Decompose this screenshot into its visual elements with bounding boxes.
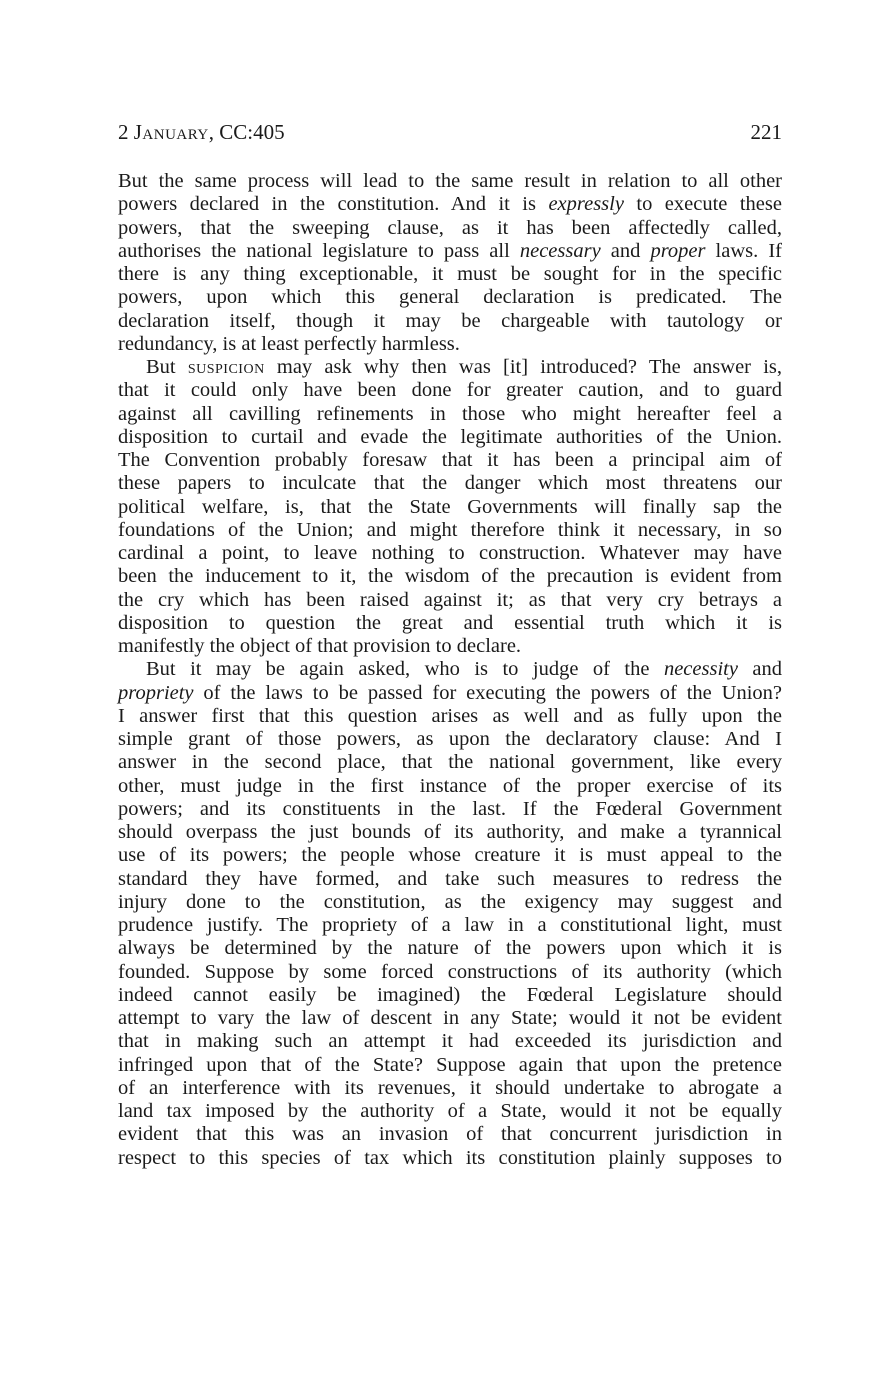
line-text: prudence justify. The propriety of a law in a constitutional light, must bbox=[118, 914, 782, 936]
running-head-month: January bbox=[133, 120, 209, 144]
line-text: that it could only have been done for greater caution, and to guard bbox=[118, 379, 782, 402]
text-line bbox=[118, 565, 782, 588]
text-line bbox=[118, 984, 782, 1007]
page-header bbox=[118, 117, 782, 147]
text-line bbox=[118, 937, 782, 960]
text-line bbox=[118, 1007, 782, 1030]
line-text: that in making such an attempt it had exceeded its jurisdiction and bbox=[118, 1030, 782, 1053]
text-line bbox=[118, 844, 782, 867]
line-text: redundancy, is at least perfectly harmless. bbox=[118, 332, 460, 355]
line-text: of the laws to be passed for executing the powers of the Union? bbox=[193, 681, 782, 704]
line-text: to execute these bbox=[623, 193, 782, 216]
line-text: powers declared in the constitution. And it is bbox=[118, 193, 549, 216]
text-line bbox=[118, 170, 782, 193]
line-text: answer in the second place, that the national government, like every bbox=[118, 751, 782, 774]
line-text: disposition to question the great and essential truth which it is bbox=[118, 611, 782, 634]
line-text: I answer first that this question arises as well and as fully upon the bbox=[118, 704, 782, 727]
line-text: infringed upon that of the State? Suppose again that upon the pretence bbox=[118, 1053, 782, 1076]
text-line bbox=[118, 496, 782, 519]
line-text: always be determined by the nature of the powers upon which it is bbox=[118, 937, 782, 960]
text-line bbox=[118, 426, 782, 449]
line-text: there is any thing exceptionable, it must be sought for in the specific bbox=[118, 263, 782, 285]
italic-text: proper bbox=[650, 239, 706, 262]
text-line bbox=[118, 891, 782, 914]
text-line bbox=[118, 635, 782, 658]
line-text: may ask why then was [it] introduced? The answer is, bbox=[264, 356, 782, 378]
text-line bbox=[118, 519, 782, 542]
text-line bbox=[118, 589, 782, 612]
running-head bbox=[118, 117, 285, 147]
italic-text: expressly bbox=[548, 193, 624, 216]
text-line bbox=[118, 240, 782, 263]
line-text: manifestly the object of that provision to declare. bbox=[118, 635, 522, 657]
line-text: cardinal a point, to leave nothing to construction. Whatever may have bbox=[118, 542, 782, 564]
page-number: 221 bbox=[750, 120, 782, 144]
text-line bbox=[118, 263, 782, 286]
italic-text: necessity bbox=[663, 658, 738, 681]
text-line bbox=[118, 775, 782, 798]
running-head-day: 2 bbox=[118, 120, 134, 144]
line-text: laws. If bbox=[705, 239, 782, 262]
line-text: land tax imposed by the authority of a State, would it not be equally bbox=[118, 1100, 782, 1122]
small-caps-text: suspicion bbox=[187, 356, 265, 378]
text-line bbox=[118, 914, 782, 937]
line-text: respect to this species of tax which its constitution plainly supposes to bbox=[118, 1146, 782, 1169]
line-text: and bbox=[600, 239, 651, 262]
text-line bbox=[118, 286, 782, 309]
line-text: The Convention probably foresaw that it has been a principal aim of bbox=[118, 449, 782, 471]
text-line bbox=[118, 1054, 782, 1077]
text-line bbox=[118, 728, 782, 751]
text-line bbox=[118, 1123, 782, 1146]
line-text: against all cavilling refinements in those who might hereafter feel a bbox=[118, 402, 782, 425]
text-line bbox=[118, 310, 782, 333]
line-text: But it may be again asked, who is to judge of the bbox=[146, 658, 664, 681]
text-line bbox=[118, 472, 782, 495]
text-line bbox=[118, 961, 782, 984]
line-text: standard they have formed, and take such measures to redress the bbox=[118, 867, 782, 890]
line-text: injury done to the constitution, as the exigency may suggest and bbox=[118, 890, 782, 913]
text-line bbox=[118, 217, 782, 240]
line-text: declaration itself, though it may be chargeable with tautology or bbox=[118, 309, 782, 332]
italic-text: necessary bbox=[519, 239, 601, 262]
text-line bbox=[118, 379, 782, 402]
line-text: political welfare, is, that the State Governments will finally sap the bbox=[118, 495, 782, 518]
line-text: should overpass the just bounds of its authority, and make a tyrannical bbox=[118, 821, 782, 843]
text-line bbox=[118, 333, 782, 356]
line-text: foundations of the Union; and might therefore think it necessary, in so bbox=[118, 518, 782, 541]
text-line bbox=[118, 1100, 782, 1123]
text-line bbox=[118, 612, 782, 635]
line-text: the cry which has been raised against it; as that very cry betrays a bbox=[118, 588, 782, 611]
line-text: these papers to inculcate that the danger which most threatens our bbox=[118, 472, 782, 495]
text-line bbox=[118, 821, 782, 844]
line-text: simple grant of those powers, as upon the declaratory clause: And I bbox=[118, 728, 782, 750]
body-text bbox=[118, 170, 782, 1170]
text-line bbox=[118, 1030, 782, 1053]
running-head-rest: , CC:405 bbox=[208, 120, 285, 144]
line-text: But the same process will lead to the same result in relation to all other bbox=[118, 170, 782, 192]
line-text: and bbox=[737, 658, 782, 681]
line-text: disposition to curtail and evade the legitimate authorities of the Union. bbox=[118, 425, 782, 448]
text-line bbox=[118, 1147, 782, 1170]
text-line bbox=[118, 658, 782, 681]
line-text: powers; and its constituents in the last. If the Fœderal Government bbox=[118, 797, 782, 820]
line-text: founded. Suppose by some forced constructions of its authority (which bbox=[118, 960, 782, 983]
text-line bbox=[118, 751, 782, 774]
line-text: attempt to vary the law of descent in any State; would it not be evident bbox=[118, 1007, 782, 1029]
line-text: authorises the national legislature to pass all bbox=[118, 239, 520, 262]
text-line bbox=[118, 356, 782, 379]
text-line bbox=[118, 1077, 782, 1100]
line-text: evident that this was an invasion of that concurrent jurisdiction in bbox=[118, 1123, 782, 1146]
line-text: indeed cannot easily be imagined) the Fœderal Legislature should bbox=[118, 983, 782, 1006]
line-text: But bbox=[146, 356, 188, 378]
text-line bbox=[118, 542, 782, 565]
text-line bbox=[118, 798, 782, 821]
text-line bbox=[118, 449, 782, 472]
line-text: powers, that the sweeping clause, as it has been affectedly called, bbox=[118, 216, 782, 239]
text-line bbox=[118, 868, 782, 891]
text-line bbox=[118, 682, 782, 705]
line-text: other, must judge in the first instance of the proper exercise of its bbox=[118, 774, 782, 797]
text-line bbox=[118, 403, 782, 426]
text-line bbox=[118, 193, 782, 216]
italic-text: propriety bbox=[118, 681, 194, 704]
line-text: of an interference with its revenues, it should undertake to abrogate a bbox=[118, 1076, 782, 1099]
line-text: powers, upon which this general declaration is predicated. The bbox=[118, 286, 782, 309]
line-text: use of its powers; the people whose creature it is must appeal to the bbox=[118, 844, 782, 867]
text-line bbox=[118, 705, 782, 728]
line-text: been the inducement to it, the wisdom of the precaution is evident from bbox=[118, 565, 782, 588]
